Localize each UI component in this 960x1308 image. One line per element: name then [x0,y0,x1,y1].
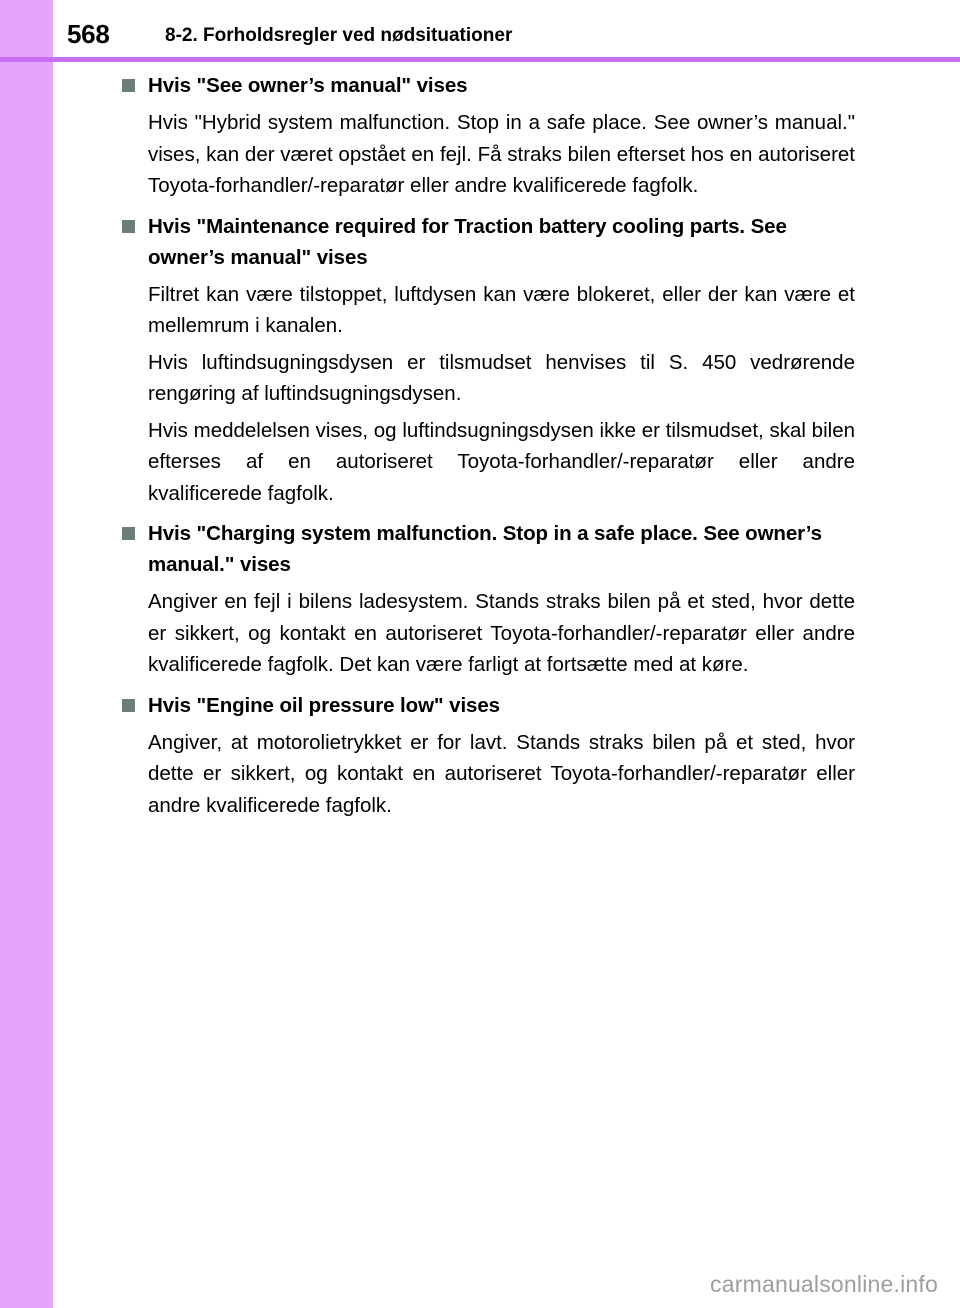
section-heading-text: Hvis "Charging system malfunction. Stop in a safe place. See owner’s manual." vises [148,522,822,576]
section-see-owners-manual [122,70,855,202]
square-bullet-icon [122,527,135,540]
section-heading [122,518,855,580]
square-bullet-icon [122,79,135,92]
header-divider-rule [0,57,960,62]
square-bullet-icon [122,699,135,712]
section-gap [122,509,855,518]
page-content [122,70,855,821]
section-heading-text: Hvis "See owner’s manual" vises [148,74,468,97]
section-gap [122,681,855,690]
square-bullet-icon [122,220,135,233]
paragraph: Hvis meddelelsen vises, og luftindsugningsdysen ikke er tilsmudset, skal bilen efterses af en autoriseret Toyota-forhandler/-reparatør eller andre kvalificerede fagfolk. [148,418,855,505]
section-engine-oil-pressure-low [122,690,855,822]
section-traction-battery-cooling [122,211,855,510]
section-charging-system-malfunction [122,518,855,681]
paragraph: Angiver, at motorolietrykket er for lavt. Stands straks bilen på et sted, hvor dette er sikkert, og kontakt en autoriseret Toyota-forhandler/-reparatør eller andre kvalificerede fagfolk. [148,730,855,817]
section-heading [122,690,855,721]
page-header [53,0,960,58]
paragraph: Angiver en fejl i bilens ladesystem. Stands straks bilen på et sted, hvor dette er sikkert, og kontakt en autoriseret Toyota-forhandler/-reparatør eller andre kvalificerede fagfolk. Det kan være farligt at fortsætte med at køre. [148,590,855,676]
section-heading-text: Hvis "Maintenance required for Traction battery cooling parts. See owner’s manual" vises [148,214,787,269]
site-watermark: carmanualsonline.info [710,1271,938,1297]
page-side-color-band [0,0,53,1308]
section-heading [122,70,855,101]
paragraph: Hvis luftindsugningsdysen er tilsmudset henvises til S. 450 vedrørende rengøring af luftindsugningsdysen. [148,350,855,405]
page-number: 568 [67,19,110,49]
paragraph: Hvis "Hybrid system malfunction. Stop in a safe place. See owner’s manual." vises, kan der været opstået en fejl. Få straks bilen efterset hos en autoriseret Toyota-forhandler/-reparatør eller andre kvalificerede fagfolk. [148,111,855,197]
paragraph: Filtret kan være tilstoppet, luftdysen kan være blokeret, eller der kan være et mellemrum i kanalen. [148,282,855,337]
page-header-title: 8-2. Forholdsregler ved nødsituationer [165,25,513,46]
section-heading-text: Hvis "Engine oil pressure low" vises [148,693,500,717]
section-gap [122,202,855,211]
section-heading [122,211,855,273]
